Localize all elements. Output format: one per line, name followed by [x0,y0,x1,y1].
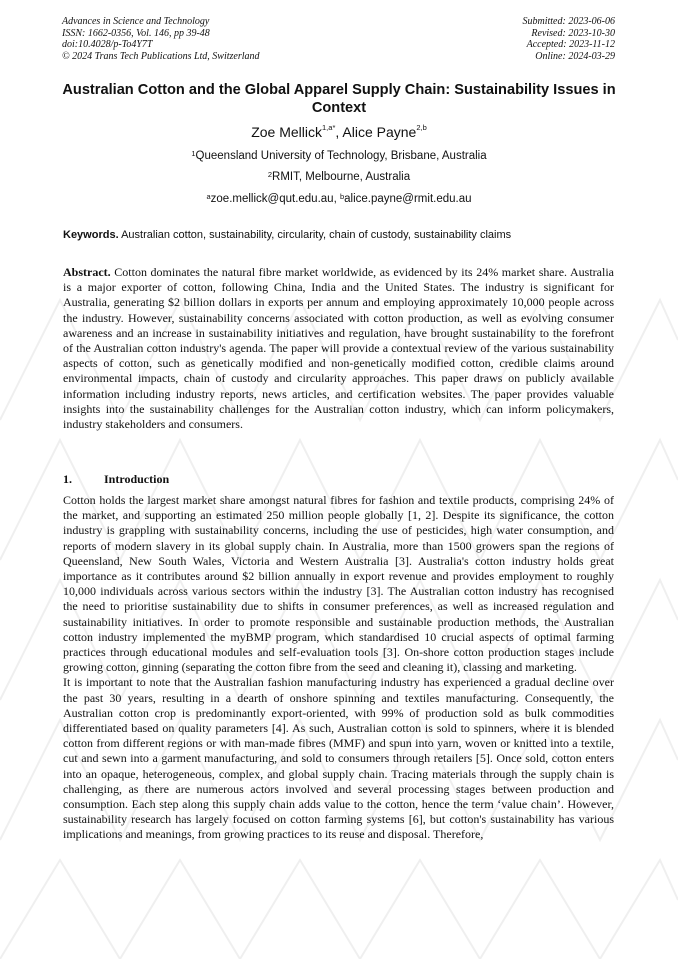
email-link[interactable]: zoe.mellick@qut.edu.au [210,193,334,205]
online-date: Online: 2024-03-29 [535,50,615,62]
author-emails [0,193,678,205]
abstract [63,265,614,432]
section-heading [63,472,169,487]
section-number: 1. [63,472,72,486]
paragraph: It is important to note that the Australian fashion manufacturing industry has experienced a gradual decline over the past 30 years, resulting in a dearth of onshore spinning and textiles manufacturing. Consequently, the Australian cotton crop is predominantly export-oriented, with 99% of production sold as bulk commodities differentiated based on quality parameters [4]. As such, Australian cotton is sold to spinners, where it is blended cotton from different regions or with man-made fibres (MMF) and spun into yarn, woven or knitted into a textile, cut and sewn into a garment manufacturing, and sold to consumers through retailers [5]. Once sold, cotton enters into an opaque, heterogeneous, complex, and global supply chain. Tracing materials through the supply chain is challenging, as there are numerous actors involved and several processing stages between production and consumption. Each step along this supply chain adds value to the cotton, hence the term ‘value chain’. However, sustainability research has largely focused on cotton farming systems [6], but cotton's sustainability has various implications and meanings, from growing practices to its reuse and disposal. Therefore, [63,675,614,842]
paper-title: Australian Cotton and the Global Apparel Supply Chain: Sustainability Issues in Context [62,82,616,116]
abstract-text: Cotton dominates the natural fibre market worldwide, as evidenced by its 24% market share. Australia is a major exporter of cotton, following China, India and the United States. The industry is significant for Australia, generating $2 billion dollars in exports per annum and employing approximately 10,000 people across the industry. However, sustainability concerns associated with cotton production, as well as evolving consumer awareness and an increase in sustainability initiatives and regulation, have brought sustainability to the forefront of the Australian cotton industry's agenda. The paper will provide a contextual review of the various sustainability aspects of cotton, such as genetically modified and non-genetically modified cotton, credible claims around environmental impacts, chain of custody and circularity approaches. This paper draws on publicly available information including industry reports, news articles, and certification websites. The paper provides valuable insights into the sustainability challenges for the Australian cotton industry, which can inform policymakers, industry stakeholders and consumers. [63,265,614,432]
keywords-label: Keywords. [63,229,119,241]
paragraph: Cotton holds the largest market share amongst natural fibres for fashion and textile products, comprising 24% of the market, and supporting an estimated 250 million people globally [1, 2]. Despite its significance, the cotton industry is grappling with sustainability concerns, including the use of pesticides, high water consumption, and reports of modern slavery in its global supply chain. In Australia, more than 1500 growers span the regions of Queensland, New South Wales, Victoria and Western Australia [3]. Australia's cotton industry holds great importance as it contributes around $2 billion annually in export revenue and provides employment to roughly 10,000 individuals across various sectors within the industry [3]. The Australian cotton industry has recognised the need to prioritise sustainability due to shifts in consumer preferences, as well as increased regulation and sustainability initiatives. In order to promote responsible and sustainable production methods, the Australian cotton industry implemented the myBMP program, which standardised 10 crucial aspects of optimal farming practices through educational modules and self-evaluation tools [3]. On-shore cotton production stages include growing cotton, ginning (separating the cotton fibre from the seed and cleaning it), classing and marketing. [63,493,614,675]
journal-copyright: © 2024 Trans Tech Publications Ltd, Switzerland [62,50,260,62]
email-mark: a [206,192,211,201]
abstract-label: Abstract. [63,265,111,279]
author-list [0,124,678,140]
author-name: Zoe Mellick [251,124,323,140]
affiliation-1 [0,150,678,162]
body-text [63,493,614,843]
author-separator: , [335,124,343,140]
journal-info [62,16,260,62]
keywords-text: Australian cotton, sustainability, circularity, chain of custody, sustainability claims [118,229,512,241]
email-link[interactable]: alice.payne@rmit.edu.au [344,193,472,205]
journal-doi[interactable]: doi:10.4028/p-To4Y7T [62,39,153,51]
journal-name: Advances in Science and Technology [62,16,210,27]
affiliation-mark: 2 [267,170,273,179]
section-title: Introduction [104,472,170,486]
revised-date: Revised: 2023-10-30 [531,27,615,39]
journal-issn: ISSN: 1662-0356, Vol. 146, pp 39-48 [62,27,210,39]
affiliation-text: Queensland University of Technology, Brisbane, Australia [195,150,487,162]
email-separator: , [333,193,340,205]
email-mark: b [339,192,345,201]
author-affiliation-mark: 2,b [416,123,427,132]
affiliation-2 [0,171,678,183]
submitted-date: Submitted: 2023-06-06 [522,16,615,27]
affiliation-text: RMIT, Melbourne, Australia [272,171,411,183]
author-name: Alice Payne [342,124,417,140]
accepted-date: Accepted: 2023-11-12 [526,39,615,51]
affiliation-mark: 1 [191,149,196,158]
author-affiliation-mark: 1,a* [322,123,336,132]
keywords [63,229,623,241]
submission-dates [523,16,616,62]
